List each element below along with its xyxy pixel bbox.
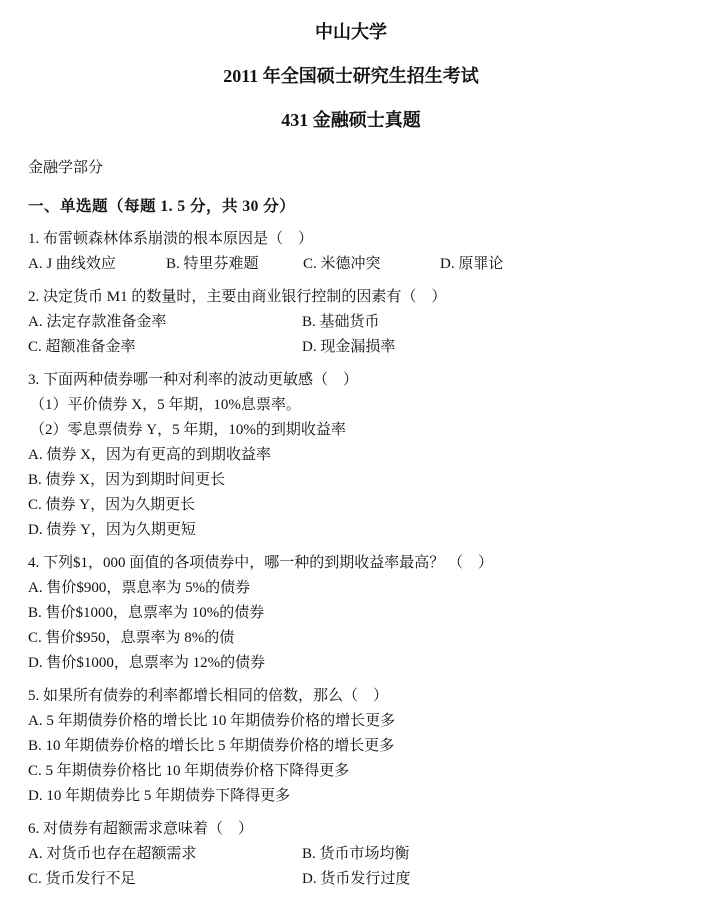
exam-title: 2011 年全国硕士研究生招生考试 — [223, 66, 479, 86]
question-2-option-c: C. 超额准备金率 — [28, 339, 136, 355]
question-6-stem: 6. 对债券有超额需求意味着（ ） — [28, 821, 254, 837]
question-2-option-b: B. 基础货币 — [302, 314, 380, 330]
question-3-option-c: C. 债券 Y，因为久期更长 — [28, 497, 196, 513]
question-5-option-d: D. 10 年期债券比 5 年期债券下降得更多 — [28, 788, 291, 804]
section-heading: 一、单选题（每题 1. 5 分，共 30 分） — [28, 198, 296, 215]
question-5 — [28, 684, 674, 809]
question-6-option-a: A. 对货币也存在超额需求 — [28, 846, 197, 862]
question-1-options-row — [28, 252, 674, 277]
question-4 — [28, 551, 674, 676]
question-1-stem: 1. 布雷顿森林体系崩溃的根本原因是（ ） — [28, 231, 314, 247]
question-3 — [28, 368, 674, 543]
question-1 — [28, 227, 674, 277]
question-2-options-row-1 — [28, 310, 674, 335]
question-6-options-row-1 — [28, 842, 674, 867]
question-3-option-d: D. 债券 Y，因为久期更短 — [28, 522, 196, 538]
question-5-option-b: B. 10 年期债券价格的增长比 5 年期债券价格的增长更多 — [28, 738, 395, 754]
question-3-option-b: B. 债券 X，因为到期时间更长 — [28, 472, 226, 488]
question-6-option-c: C. 货币发行不足 — [28, 871, 136, 887]
question-1-option-a: A. J 曲线效应 — [28, 256, 116, 272]
part-heading: 金融学部分 — [28, 160, 104, 176]
question-3-stem: 3. 下面两种债券哪一种对利率的波动更敏感（ ） — [28, 372, 359, 388]
subject-title: 431 金融硕士真题 — [281, 110, 421, 130]
question-5-option-a: A. 5 年期债券价格的增长比 10 年期债券价格的增长更多 — [28, 713, 396, 729]
question-6-options-row-2 — [28, 867, 674, 892]
question-4-option-c: C. 售价$950，息票率为 8%的债 — [28, 630, 235, 646]
question-6-option-b: B. 货币市场均衡 — [302, 846, 410, 862]
question-5-option-c: C. 5 年期债券价格比 10 年期债券价格下降得更多 — [28, 763, 350, 779]
question-4-option-a: A. 售价$900，票息率为 5%的债券 — [28, 580, 251, 596]
question-3-subitem-1: （1）平价债券 X，5 年期，10%息票率。 — [30, 397, 301, 413]
question-4-option-b: B. 售价$1000，息票率为 10%的债券 — [28, 605, 265, 621]
question-2-option-a: A. 法定存款准备金率 — [28, 314, 167, 330]
question-2-stem: 2. 决定货币 M1 的数量时，主要由商业银行控制的因素有（ ） — [28, 289, 447, 305]
question-6 — [28, 817, 674, 892]
question-4-stem: 4. 下列$1，000 面值的各项债券中，哪一种的到期收益率最高？ （ ） — [28, 555, 494, 571]
question-1-option-c: C. 米德冲突 — [303, 256, 381, 272]
question-3-option-a: A. 债券 X，因为有更高的到期收益率 — [28, 447, 271, 463]
question-1-option-d: D. 原罪论 — [440, 256, 504, 272]
university-title: 中山大学 — [315, 22, 387, 42]
question-1-option-b: B. 特里芬难题 — [166, 256, 259, 272]
question-2-option-d: D. 现金漏损率 — [302, 339, 396, 355]
question-5-stem: 5. 如果所有债券的利率都增长相同的倍数，那么（ ） — [28, 688, 389, 704]
question-4-option-d: D. 售价$1000，息票率为 12%的债券 — [28, 655, 266, 671]
question-3-subitem-2: （2）零息票债券 Y，5 年期，10%的到期收益率 — [30, 422, 346, 438]
question-2 — [28, 285, 674, 360]
question-2-options-row-2 — [28, 335, 674, 360]
question-6-option-d: D. 货币发行过度 — [302, 871, 411, 887]
